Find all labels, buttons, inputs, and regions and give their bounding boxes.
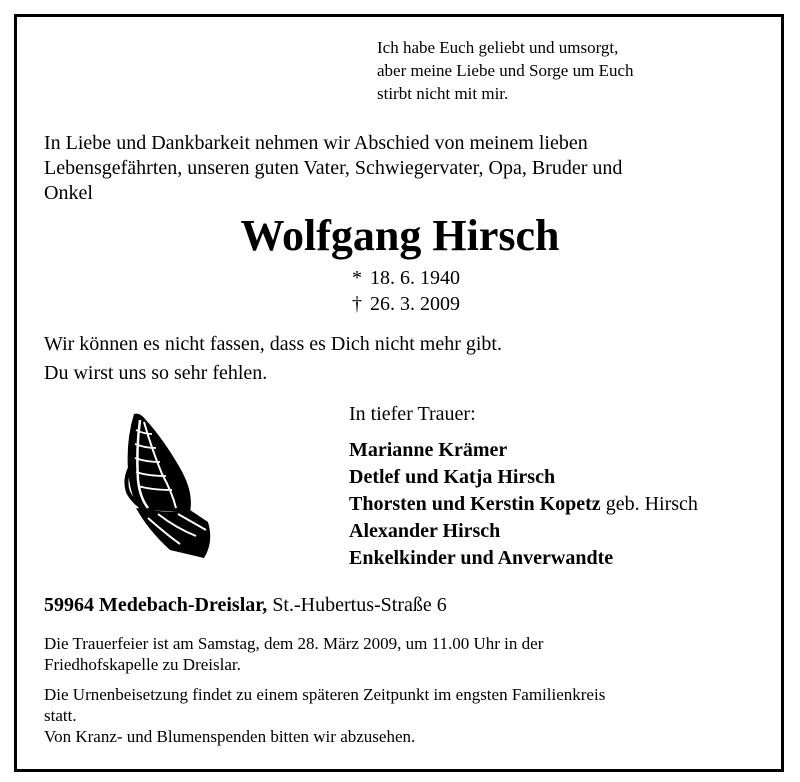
intro-line: Onkel [44,182,93,204]
notice-line: statt. [44,706,77,725]
quote-line: stirbt nicht mit mir. [377,84,509,103]
mourner-entry [349,464,698,491]
birth-symbol: * [352,267,362,289]
mourners-list [349,437,698,572]
life-dates [349,265,460,317]
mourner-name: Enkelkinder und Anverwandte [349,547,614,569]
praying-hands-icon [118,410,218,560]
notice-line: Die Urnenbeisetzung findet zu einem späteren Zeitpunkt im engsten Familienkreis [44,685,606,704]
mourner-entry [349,437,698,464]
quote-line: aber meine Liebe und Sorge um Euch [377,61,634,80]
deceased-name: Wolfgang Hirsch [240,211,560,260]
urn-notice [44,684,605,747]
quote-line: Ich habe Euch geliebt und umsorgt, [377,38,619,57]
mourners-heading: In tiefer Trauer: [349,403,476,425]
closing-line: Wir können es nicht fassen, dass es Dich nicht mehr gibt. [44,333,502,355]
birth-date: 18. 6. 1940 [370,267,460,289]
funeral-notice [44,633,543,675]
address [44,592,447,618]
notice-line: Von Kranz- und Blumenspenden bitten wir abzusehen. [44,727,416,746]
mourner-entry [349,518,698,545]
intro-text [44,131,622,206]
intro-line: In Liebe und Dankbarkeit nehmen wir Abschied von meinem lieben [44,132,588,154]
death-date: 26. 3. 2009 [370,293,460,315]
mourner-name: Detlef und Katja Hirsch [349,466,556,488]
address-street: St.-Hubertus-Straße 6 [267,594,447,616]
closing-text [44,330,502,388]
address-city: 59964 Medebach-Dreislar, [44,594,268,616]
mourner-name: Alexander Hirsch [349,520,501,542]
mourner-entry [349,491,698,518]
mourner-name: Marianne Krämer [349,439,508,461]
mourner-name: Thorsten und Kerstin Kopetz [349,493,601,515]
memorial-quote [377,36,634,105]
mourner-suffix: geb. Hirsch [600,493,698,515]
closing-line: Du wirst uns so sehr fehlen. [44,362,268,384]
mourner-entry [349,545,698,572]
death-symbol: † [352,293,362,315]
notice-line: Friedhofskapelle zu Dreislar. [44,655,241,674]
intro-line: Lebensgefährten, unseren guten Vater, Schwiegervater, Opa, Bruder und [44,157,623,179]
notice-line: Die Trauerfeier ist am Samstag, dem 28. März 2009, um 11.00 Uhr in der [44,634,544,653]
